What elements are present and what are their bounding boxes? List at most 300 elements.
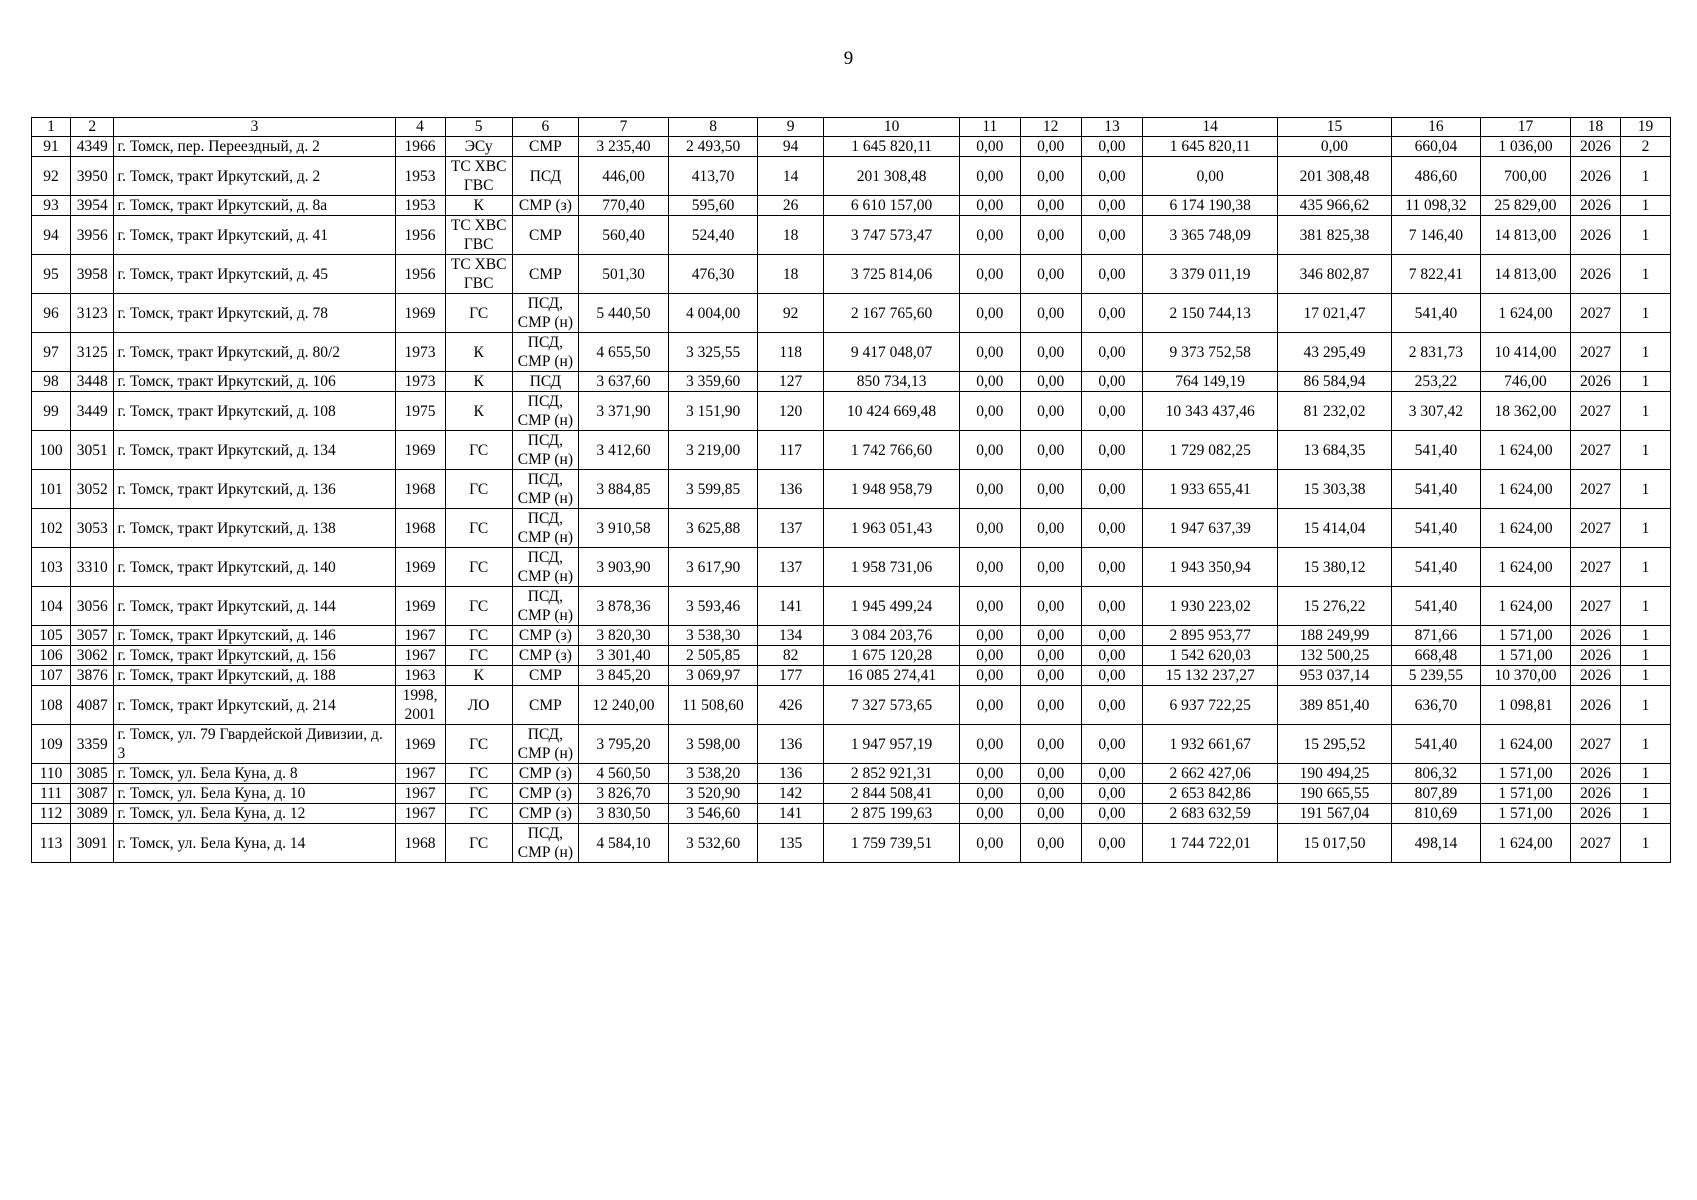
table-cell: 7 327 573,65 [824,686,960,725]
table-cell: ГС [445,824,512,863]
table-cell: 3 307,42 [1391,392,1480,431]
table-cell: 1 [1620,509,1670,548]
table-cell: г. Томск, тракт Иркутский, д. 188 [114,666,395,686]
table-cell: 2026 [1571,216,1621,255]
table-cell: 0,00 [959,587,1020,626]
table-cell: 1 [1620,764,1670,784]
table-cell: 142 [758,784,824,804]
table-cell: 99 [32,392,71,431]
table-cell: ПСД [512,157,578,196]
table-cell: 541,40 [1391,470,1480,509]
table-cell: 1967 [395,804,445,824]
table-cell: 3958 [71,255,114,294]
table-cell: СМР [512,666,578,686]
table-cell: 0,00 [959,509,1020,548]
table-cell: 11 508,60 [669,686,758,725]
table-cell: 498,14 [1391,824,1480,863]
table-cell: 0,00 [1081,372,1143,392]
table-cell: 3 598,00 [669,725,758,764]
table-cell: 2 831,73 [1391,333,1480,372]
table-cell: 141 [758,587,824,626]
table-cell: 3085 [71,764,114,784]
table-cell: 191 567,04 [1277,804,1391,824]
table-cell: 4087 [71,686,114,725]
table-cell: 93 [32,196,71,216]
table-cell: 0,00 [1081,196,1143,216]
table-cell: ПСД [512,372,578,392]
table-cell: 668,48 [1391,646,1480,666]
table-cell: 1 [1620,784,1670,804]
table-cell: 0,00 [1081,431,1143,470]
table-row [32,137,1671,157]
table-cell: 3 538,20 [669,764,758,784]
table-cell: 1 932 661,67 [1143,725,1278,764]
table-cell: 10 414,00 [1480,333,1570,372]
table-cell: 1 729 082,25 [1143,431,1278,470]
table-cell: 0,00 [1020,216,1081,255]
header-cell: 12 [1020,118,1081,137]
table-cell: 1 [1620,804,1670,824]
table-cell: 1 [1620,626,1670,646]
table-cell: ГС [445,294,512,333]
table-cell: 3 725 814,06 [824,255,960,294]
table-cell: 3 820,30 [579,626,669,646]
table-row [32,431,1671,470]
table-cell: ГС [445,626,512,646]
table-row [32,294,1671,333]
table-cell: 253,22 [1391,372,1480,392]
table-cell: 3053 [71,509,114,548]
table-cell: 7 146,40 [1391,216,1480,255]
table-cell: 0,00 [1020,372,1081,392]
table-cell: СМР [512,137,578,157]
table-cell: СМР (з) [512,764,578,784]
table-cell: 127 [758,372,824,392]
table-cell: 101 [32,470,71,509]
table-cell: 3062 [71,646,114,666]
table-cell: 3 532,60 [669,824,758,863]
table-cell: 135 [758,824,824,863]
table-cell: 541,40 [1391,509,1480,548]
table-row [32,157,1671,196]
table-cell: г. Томск, тракт Иркутский, д. 108 [114,392,395,431]
table-cell: 0,00 [1081,666,1143,686]
table-cell: 1967 [395,784,445,804]
table-cell: 1968 [395,470,445,509]
table-cell: 3089 [71,804,114,824]
table-cell: г. Томск, тракт Иркутский, д. 156 [114,646,395,666]
table-row [32,666,1671,686]
table-cell: 1969 [395,294,445,333]
table-cell: 2026 [1571,196,1621,216]
header-cell: 15 [1277,118,1391,137]
table-cell: 1967 [395,646,445,666]
table-row [32,686,1671,725]
table-cell: 1 624,00 [1480,470,1570,509]
table-cell: 1 945 499,24 [824,587,960,626]
table-cell: 137 [758,548,824,587]
table-cell: г. Томск, тракт Иркутский, д. 80/2 [114,333,395,372]
data-table [31,117,1671,863]
table-cell: 190 665,55 [1277,784,1391,804]
table-cell: 2 875 199,63 [824,804,960,824]
table-cell: 0,00 [1020,294,1081,333]
table-cell: 17 021,47 [1277,294,1391,333]
table-cell: 1 624,00 [1480,725,1570,764]
table-cell: 94 [32,216,71,255]
table-cell: 3 826,70 [579,784,669,804]
table-cell: 3051 [71,431,114,470]
table-cell: ПСД, СМР (н) [512,824,578,863]
table-cell: г. Томск, тракт Иркутский, д. 214 [114,686,395,725]
table-cell: 1975 [395,392,445,431]
table-cell: г. Томск, тракт Иркутский, д. 106 [114,372,395,392]
table-cell: 1 958 731,06 [824,548,960,587]
table-cell: 541,40 [1391,431,1480,470]
table-cell: г. Томск, тракт Иркутский, д. 138 [114,509,395,548]
table-cell: 0,00 [1020,764,1081,784]
table-row [32,470,1671,509]
table-cell: 1 [1620,196,1670,216]
table-cell: 381 825,38 [1277,216,1391,255]
table-cell: 524,40 [669,216,758,255]
table-cell: 426 [758,686,824,725]
table-cell: 3052 [71,470,114,509]
table-cell: 18 [758,216,824,255]
table-cell: 118 [758,333,824,372]
table-cell: 3 830,50 [579,804,669,824]
table-cell: 2027 [1571,333,1621,372]
table-cell: 11 098,32 [1391,196,1480,216]
table-cell: 2026 [1571,764,1621,784]
table-cell: 2027 [1571,431,1621,470]
table-cell: 1956 [395,255,445,294]
table-cell: 3125 [71,333,114,372]
table-cell: 3 219,00 [669,431,758,470]
table-cell: 1 947 957,19 [824,725,960,764]
table-cell: г. Томск, тракт Иркутский, д. 136 [114,470,395,509]
table-cell: 3 546,60 [669,804,758,824]
table-cell: 3 625,88 [669,509,758,548]
table-cell: 177 [758,666,824,686]
table-cell: 15 380,12 [1277,548,1391,587]
page-number: 9 [843,48,854,69]
table-cell: 5 239,55 [1391,666,1480,686]
table-cell: 0,00 [959,470,1020,509]
table-cell: 136 [758,764,824,784]
table-cell: 3 069,97 [669,666,758,686]
table-cell: СМР (з) [512,196,578,216]
table-cell: 1968 [395,509,445,548]
table-cell: 13 684,35 [1277,431,1391,470]
table-cell: 1973 [395,333,445,372]
table-cell: 110 [32,764,71,784]
table-cell: 98 [32,372,71,392]
table-cell: 14 813,00 [1480,216,1570,255]
table-cell: 82 [758,646,824,666]
table-cell: 1 624,00 [1480,294,1570,333]
table-cell: 2 895 953,77 [1143,626,1278,646]
table-cell: 2027 [1571,548,1621,587]
table-cell: 0,00 [959,333,1020,372]
table-cell: г. Томск, тракт Иркутский, д. 45 [114,255,395,294]
table-cell: 6 174 190,38 [1143,196,1278,216]
table-cell: 636,70 [1391,686,1480,725]
table-cell: 1 963 051,43 [824,509,960,548]
table-cell: 0,00 [1143,157,1278,196]
table-cell: 0,00 [1020,470,1081,509]
table-cell: ПСД, СМР (н) [512,587,578,626]
table-cell: 0,00 [1020,666,1081,686]
table-cell: 1 [1620,587,1670,626]
table-cell: 3 538,30 [669,626,758,646]
table-cell: 2 662 427,06 [1143,764,1278,784]
table-cell: 86 584,94 [1277,372,1391,392]
table-cell: 0,00 [1081,725,1143,764]
table-row [32,509,1671,548]
table-cell: г. Томск, тракт Иркутский, д. 140 [114,548,395,587]
table-cell: 770,40 [579,196,669,216]
table-cell: 1969 [395,548,445,587]
table-cell: 2026 [1571,804,1621,824]
table-cell: 4 560,50 [579,764,669,784]
table-cell: 1 744 722,01 [1143,824,1278,863]
table-cell: ПСД, СМР (н) [512,548,578,587]
table-cell: 2027 [1571,725,1621,764]
table-cell: 1 571,00 [1480,784,1570,804]
table-row [32,196,1671,216]
table-cell: ГС [445,784,512,804]
table-cell: 0,00 [959,764,1020,784]
table-cell: 0,00 [1081,626,1143,646]
table-cell: 0,00 [1020,392,1081,431]
header-cell: 17 [1480,118,1570,137]
table-cell: г. Томск, тракт Иркутский, д. 146 [114,626,395,646]
table-cell: 1968 [395,824,445,863]
table-cell: 0,00 [1020,157,1081,196]
table-cell: 201 308,48 [1277,157,1391,196]
table-cell: 0,00 [959,137,1020,157]
table-cell: 1 571,00 [1480,764,1570,784]
table-cell: 0,00 [1081,392,1143,431]
table-cell: 3 301,40 [579,646,669,666]
table-cell: 111 [32,784,71,804]
table-row [32,646,1671,666]
table-cell: 0,00 [1020,196,1081,216]
table-row [32,548,1671,587]
table-cell: 15 017,50 [1277,824,1391,863]
table-cell: 141 [758,804,824,824]
table-cell: 1 930 223,02 [1143,587,1278,626]
table-cell: 541,40 [1391,587,1480,626]
table-cell: СМР (з) [512,784,578,804]
table-cell: 0,00 [1020,784,1081,804]
table-cell: 0,00 [959,392,1020,431]
table-cell: ГС [445,470,512,509]
header-cell: 5 [445,118,512,137]
table-cell: 0,00 [959,431,1020,470]
table-cell: 2 683 632,59 [1143,804,1278,824]
table-cell: г. Томск, пер. Переездный, д. 2 [114,137,395,157]
table-cell: 595,60 [669,196,758,216]
table-cell: 476,30 [669,255,758,294]
table-cell: 0,00 [1020,255,1081,294]
table-cell: 1 624,00 [1480,509,1570,548]
table-cell: 113 [32,824,71,863]
table-cell: 134 [758,626,824,646]
table-cell: 100 [32,431,71,470]
table-cell: ГС [445,548,512,587]
table-cell: 953 037,14 [1277,666,1391,686]
table-cell: 0,00 [1020,509,1081,548]
table-cell: СМР (з) [512,646,578,666]
header-cell: 1 [32,118,71,137]
table-cell: 0,00 [1081,255,1143,294]
table-row [32,255,1671,294]
table-cell: 18 [758,255,824,294]
table-cell: 1 948 958,79 [824,470,960,509]
table-cell: 3950 [71,157,114,196]
table-cell: 3123 [71,294,114,333]
table-cell: 0,00 [1020,686,1081,725]
table-cell: 190 494,25 [1277,764,1391,784]
table-cell: г. Томск, ул. 79 Гвардейской Дивизии, д. 3 [114,725,395,764]
table-cell: 15 414,04 [1277,509,1391,548]
table-row [32,764,1671,784]
table-cell: 120 [758,392,824,431]
table-cell: 1 933 655,41 [1143,470,1278,509]
table-cell: 4349 [71,137,114,157]
table-cell: 3 903,90 [579,548,669,587]
table-cell: СМР (з) [512,626,578,646]
table-cell: 0,00 [1081,548,1143,587]
table-cell: 3056 [71,587,114,626]
table-cell: 1956 [395,216,445,255]
table-cell: 2 844 508,41 [824,784,960,804]
table-cell: 413,70 [669,157,758,196]
table-cell: 3310 [71,548,114,587]
table-cell: 1998, 2001 [395,686,445,725]
table-cell: 1 [1620,294,1670,333]
table-cell: 188 249,99 [1277,626,1391,646]
table-cell: К [445,392,512,431]
table-cell: 3 520,90 [669,784,758,804]
table-cell: 102 [32,509,71,548]
table-cell: 0,00 [1081,509,1143,548]
table-cell: 1 [1620,470,1670,509]
table-cell: 112 [32,804,71,824]
table-cell: 0,00 [1081,646,1143,666]
table-cell: 2026 [1571,137,1621,157]
table-cell: 3057 [71,626,114,646]
header-cell: 18 [1571,118,1621,137]
table-cell: 1 [1620,646,1670,666]
table-cell: 0,00 [1020,333,1081,372]
table-cell: ГС [445,764,512,784]
table-cell: 541,40 [1391,725,1480,764]
table-cell: 1 [1620,255,1670,294]
table-cell: 1969 [395,725,445,764]
table-cell: ЭСу [445,137,512,157]
table-cell: 3 365 748,09 [1143,216,1278,255]
table-cell: 1967 [395,764,445,784]
table-cell: 3 151,90 [669,392,758,431]
table-cell: 15 132 237,27 [1143,666,1278,686]
table-row [32,824,1671,863]
table-cell: 2 167 765,60 [824,294,960,333]
table-cell: 1 036,00 [1480,137,1570,157]
table-cell: 4 004,00 [669,294,758,333]
table-cell: 1 571,00 [1480,626,1570,646]
table-cell: 136 [758,725,824,764]
table-cell: 1 624,00 [1480,824,1570,863]
table-cell: 0,00 [959,646,1020,666]
table-cell: 1 759 739,51 [824,824,960,863]
table-cell: 1 624,00 [1480,587,1570,626]
table-cell: 10 343 437,46 [1143,392,1278,431]
table-cell: ПСД, СМР (н) [512,294,578,333]
table-cell: 1 [1620,686,1670,725]
table-cell: 201 308,48 [824,157,960,196]
header-cell: 3 [114,118,395,137]
table-cell: СМР [512,255,578,294]
header-cell: 10 [824,118,960,137]
table-cell: 1 571,00 [1480,804,1570,824]
table-cell: 1969 [395,587,445,626]
table-cell: 0,00 [1081,137,1143,157]
table-cell: г. Томск, тракт Иркутский, д. 41 [114,216,395,255]
table-cell: 486,60 [1391,157,1480,196]
table-cell: ПСД, СМР (н) [512,725,578,764]
table-cell: 1 947 637,39 [1143,509,1278,548]
table-cell: 5 440,50 [579,294,669,333]
table-cell: 6 610 157,00 [824,196,960,216]
table-cell: 1 645 820,11 [824,137,960,157]
table-cell: 1 [1620,157,1670,196]
table-cell: 108 [32,686,71,725]
table-cell: 1 [1620,392,1670,431]
table-cell: 0,00 [959,216,1020,255]
table-cell: 1 624,00 [1480,431,1570,470]
table-cell: г. Томск, тракт Иркутский, д. 134 [114,431,395,470]
table-cell: 2 150 744,13 [1143,294,1278,333]
table-cell: г. Томск, ул. Бела Куна, д. 10 [114,784,395,804]
table-cell: 107 [32,666,71,686]
table-row [32,626,1671,646]
table-cell: 810,69 [1391,804,1480,824]
table-cell: 501,30 [579,255,669,294]
table-cell: 1 098,81 [1480,686,1570,725]
table-cell: 132 500,25 [1277,646,1391,666]
table-cell: 3448 [71,372,114,392]
table-cell: 81 232,02 [1277,392,1391,431]
table-cell: 1 [1620,548,1670,587]
header-cell: 7 [579,118,669,137]
table-cell: 15 276,22 [1277,587,1391,626]
table-cell: 807,89 [1391,784,1480,804]
table-cell: 137 [758,509,824,548]
table-cell: 14 [758,157,824,196]
table-cell: 97 [32,333,71,372]
table-cell: 0,00 [959,255,1020,294]
table-cell: 0,00 [1081,804,1143,824]
table-cell: 0,00 [1020,804,1081,824]
table-cell: 9 373 752,58 [1143,333,1278,372]
table-cell: 0,00 [959,666,1020,686]
table-cell: ГС [445,587,512,626]
table-cell: 541,40 [1391,294,1480,333]
table-row [32,725,1671,764]
